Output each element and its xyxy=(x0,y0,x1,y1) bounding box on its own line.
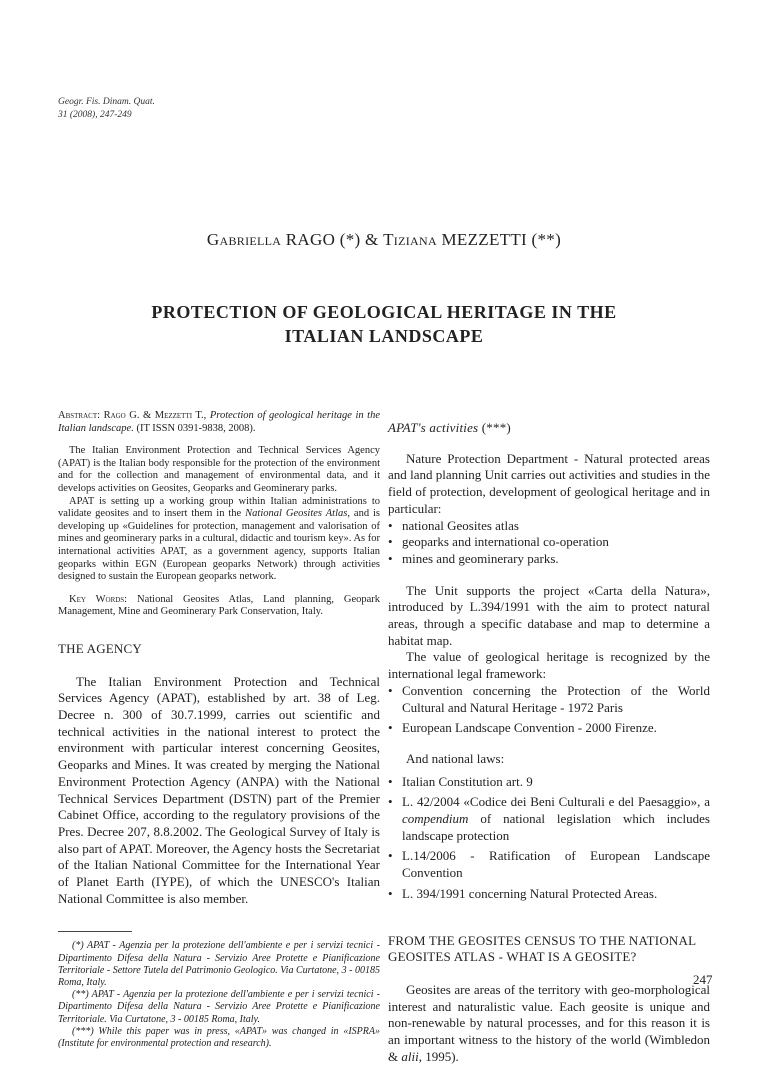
list-item: • mines and geominerary parks. xyxy=(388,551,710,568)
list-item: • L.14/2006 - Ratification of European Landscape Convention xyxy=(388,848,710,881)
abstract xyxy=(58,410,380,619)
abstract-citation-title: Protection of geological heritage in the Italian landscape. xyxy=(58,410,380,434)
author2-first-name: Tiziana xyxy=(383,230,437,249)
abstract-citation xyxy=(58,410,380,435)
keywords-text: National Geosites Atlas, Land planning, Geopark Management, Mine and Geominerary Park Conservation, Italy. xyxy=(58,593,381,618)
page-number: 247 xyxy=(693,972,713,987)
list-item xyxy=(388,794,710,844)
activities-heading-text: APAT's activities xyxy=(388,420,479,435)
footnote-3: (***) While this paper was in press, «APAT» was changed in «ISPRA» (Institute for environmental protection and research). xyxy=(58,1025,380,1050)
geosites-alii: alii xyxy=(401,1048,419,1064)
author2-last-name: MEZZETTI xyxy=(441,230,527,249)
agency-heading: THE AGENCY xyxy=(58,640,142,656)
geosites-heading: FROM THE GEOSITES CENSUS TO THE NATIONAL GEOSITES ATLAS - WHAT IS A GEOSITE? xyxy=(388,932,696,965)
national-laws-list xyxy=(388,774,710,903)
keywords-label: Key Words: xyxy=(69,593,128,605)
international-list xyxy=(388,683,710,737)
journal-name: Geogr. Fis. Dinam. Quat. xyxy=(58,97,155,107)
author-line xyxy=(0,230,768,250)
agency-paragraph: The Italian Environment Protection and Technical Services Agency (APAT), established by art. 38 of Leg. Decree n. 300 of 30.7.1999, carries out scientific and technical activities in the national interest to protect the environment with particular interest concerning Geosites, Geoparks and Mines. It was created by merging the National Environment Protection Agency (ANPA) with the National Technical Services Department (DSTN) part of the Premier Cabinet Office, according to the regulatory provisions of the Pres. Decree 207, 8.8.2002. The Geological Survey of Italy is also part of APAT. Moreover, the Agency hosts the Secretariat of the Italian National Committee for the International Year of Planet Earth (IYPE), of which the UNESCO's Italian National Committee is also member. xyxy=(58,673,380,906)
title-line-2: ITALIAN LANDSCAPE xyxy=(284,326,484,346)
footnotes xyxy=(58,940,380,1050)
activities-list xyxy=(388,518,710,568)
author1-footnote-mark: (*) xyxy=(339,230,361,249)
abstract-paragraph-2 xyxy=(58,496,380,584)
keywords xyxy=(58,594,380,619)
national-laws-intro: And national laws: xyxy=(406,750,505,766)
abstract-atlas-name: National Geosites Atlas xyxy=(245,508,348,520)
list-item: • geoparks and international co-operation xyxy=(388,534,710,551)
footnote-1: (*) APAT - Agenzia per la protezione dell'ambiente e per i servizi tecnici - Dipartimento Difesa della Natura - Servizio Aree Protette e Pianificazione Territoriale - Settore Tutela del Patrimonio Geologico. Via Curtatone, 3 - 00185 Roma, Italy. xyxy=(58,940,380,989)
activities-intro: Nature Protection Department - Natural protected areas and land planning Unit carries out activities and studies in the field of protection, development of geological heritage and in particular: xyxy=(388,450,710,516)
author1-first-name: Gabriella xyxy=(206,230,282,249)
activities-heading-mark: (***) xyxy=(481,420,511,435)
abstract-p2-part-a: APAT is setting up a working group within Italian administrations to validate geosites and to insert them in the xyxy=(58,495,380,520)
footnote-2: (**) APAT - Agenzia per la protezione dell'ambiente e per i servizi tecnici - Dipartimento Difesa della Natura - Servizio Aree Protette e Pianificazione Territoriale. Via Curtatone, 3 - 00185 Roma, Italy. xyxy=(58,989,380,1025)
author2-footnote-mark: (**) xyxy=(531,230,562,249)
carta-natura-paragraph: The Unit supports the project «Carta della Natura», introduced by L.394/1991 with the aim to protect natural areas, through a specific database and map to determine a habitat map. xyxy=(388,582,710,648)
law-compendium: compendium xyxy=(402,811,469,827)
abstract-citation-authors: Rago G. & Mezzetti T., xyxy=(103,410,207,421)
list-item: • European Landscape Convention - 2000 Firenze. xyxy=(388,720,710,737)
paper-title xyxy=(80,300,688,348)
journal-volume: 31 (2008), 247-249 xyxy=(58,110,132,120)
activities-heading xyxy=(388,420,710,437)
abstract-paragraph-1: The Italian Environment Protection and Technical Services Agency (APAT) is the Italian body responsible for the protection of the environment and for the collection and management of environmental data, and it develops activities on Geosites, Geoparks and Geominerary parks. xyxy=(58,445,380,494)
title-line-1: PROTECTION OF GEOLOGICAL HERITAGE IN THE xyxy=(151,302,617,322)
abstract-p2-part-b: , and is developing up «Guidelines for protection, management and valorisation of mines and geominerary parks in a cultural, didactic and tourism key». As for international activities APAT, as a government agency, supports Italian geoparks within EGN (European geoparks Network) through activities designed to sustain the European geoparks network. xyxy=(58,508,381,583)
right-column xyxy=(388,410,710,1066)
geosites-text-a: Geosites are areas of the territory with geo-morphological interest and naturalistic value. Each geosite is unique and non-renewable by natural processes, and for this reason it is an important witness to the history of the world (Wimbledon & xyxy=(388,981,710,1064)
list-item: • Convention concerning the Protection of the World Cultural and Natural Heritage - 1972 Paris xyxy=(388,683,710,716)
geosites-text-b: , 1995). xyxy=(418,1048,459,1064)
list-item: • national Geosites atlas xyxy=(388,518,710,535)
law-part-a: L. 42/2004 «Codice dei Beni Culturali e del Paesaggio», a xyxy=(402,794,710,810)
law-part-b: of national legislation which includes landscape protection xyxy=(402,811,710,843)
geosites-paragraph xyxy=(388,982,710,1066)
left-column xyxy=(58,410,380,1050)
list-item: • L. 394/1991 concerning Natural Protected Areas. xyxy=(388,886,710,903)
abstract-label: Abstract: xyxy=(58,410,101,421)
journal-reference xyxy=(58,96,155,122)
list-item: • Italian Constitution art. 9 xyxy=(388,774,710,791)
author1-last-name: RAGO xyxy=(285,230,336,249)
legal-framework-paragraph: The value of geological heritage is recognized by the international legal framework: xyxy=(388,649,710,682)
abstract-issn: (IT ISSN 0391-9838, 2008). xyxy=(136,422,256,434)
author-separator: & xyxy=(365,230,379,249)
